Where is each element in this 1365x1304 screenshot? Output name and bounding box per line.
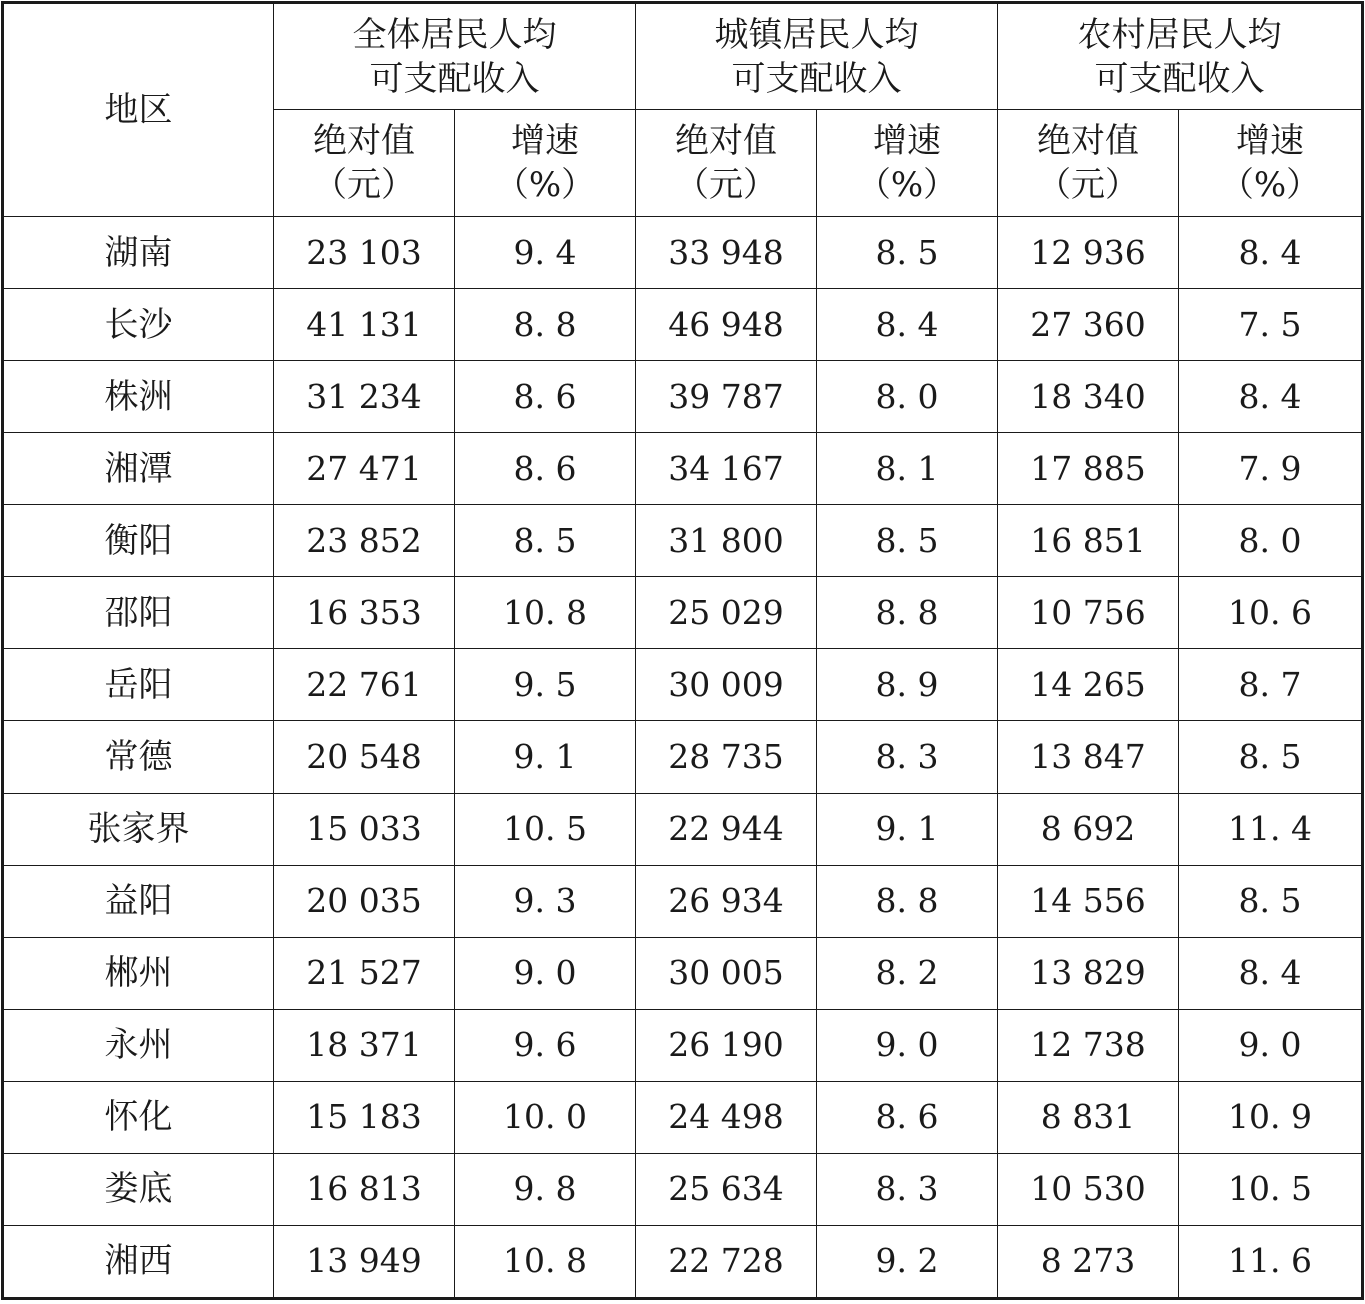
all-growth-cell: 8. 8 bbox=[455, 289, 636, 361]
rural-growth-cell: 10. 9 bbox=[1179, 1081, 1363, 1153]
table-row bbox=[3, 577, 1363, 649]
region-cell: 株洲 bbox=[3, 361, 274, 433]
urban-income-cell: 25 029 bbox=[636, 577, 817, 649]
urban-income-cell: 22 728 bbox=[636, 1225, 817, 1298]
rural-growth-cell: 8. 4 bbox=[1179, 937, 1363, 1009]
rural-income-cell: 10 756 bbox=[998, 577, 1179, 649]
all-income-cell: 31 234 bbox=[274, 361, 455, 433]
region-cell: 湖南 bbox=[3, 217, 274, 289]
urban-growth-cell: 8. 6 bbox=[817, 1081, 998, 1153]
table-row bbox=[3, 721, 1363, 793]
subheader-rate bbox=[455, 110, 636, 217]
urban-growth-cell: 8. 0 bbox=[817, 361, 998, 433]
region-header: 地区 bbox=[3, 3, 274, 217]
rural-growth-cell: 10. 5 bbox=[1179, 1153, 1363, 1225]
all-growth-cell: 10. 8 bbox=[455, 1225, 636, 1298]
rural-growth-cell: 10. 6 bbox=[1179, 577, 1363, 649]
urban-growth-cell: 8. 2 bbox=[817, 937, 998, 1009]
table-header bbox=[3, 3, 1363, 217]
subheader-absolute-line2: （元） bbox=[1037, 165, 1139, 205]
all-income-cell: 27 471 bbox=[274, 433, 455, 505]
all-income-cell: 16 353 bbox=[274, 577, 455, 649]
urban-income-cell: 31 800 bbox=[636, 505, 817, 577]
region-cell: 益阳 bbox=[3, 865, 274, 937]
urban-income-cell: 25 634 bbox=[636, 1153, 817, 1225]
all-growth-cell: 10. 8 bbox=[455, 577, 636, 649]
urban-income-cell: 26 190 bbox=[636, 1009, 817, 1081]
rural-income-cell: 13 829 bbox=[998, 937, 1179, 1009]
rural-income-cell: 8 831 bbox=[998, 1081, 1179, 1153]
urban-income-cell: 30 005 bbox=[636, 937, 817, 1009]
group-header-rural-line2: 可支配收入 bbox=[1094, 58, 1265, 99]
all-growth-cell: 9. 4 bbox=[455, 217, 636, 289]
all-growth-cell: 9. 1 bbox=[455, 721, 636, 793]
rural-income-cell: 14 556 bbox=[998, 865, 1179, 937]
all-income-cell: 23 103 bbox=[274, 217, 455, 289]
all-income-cell: 18 371 bbox=[274, 1009, 455, 1081]
table-row bbox=[3, 1153, 1363, 1225]
urban-income-cell: 39 787 bbox=[636, 361, 817, 433]
table-row bbox=[3, 217, 1363, 289]
urban-income-cell: 26 934 bbox=[636, 865, 817, 937]
rural-income-cell: 27 360 bbox=[998, 289, 1179, 361]
urban-income-cell: 28 735 bbox=[636, 721, 817, 793]
table-body bbox=[3, 217, 1363, 1299]
rural-growth-cell: 8. 5 bbox=[1179, 865, 1363, 937]
subheader-rate-line2: （%） bbox=[856, 165, 958, 205]
table-row bbox=[3, 289, 1363, 361]
subheader-absolute bbox=[998, 110, 1179, 217]
region-cell: 长沙 bbox=[3, 289, 274, 361]
urban-income-cell: 30 009 bbox=[636, 649, 817, 721]
urban-growth-cell: 8. 4 bbox=[817, 289, 998, 361]
rural-growth-cell: 8. 4 bbox=[1179, 361, 1363, 433]
all-income-cell: 22 761 bbox=[274, 649, 455, 721]
all-growth-cell: 9. 0 bbox=[455, 937, 636, 1009]
urban-growth-cell: 8. 8 bbox=[817, 865, 998, 937]
rural-growth-cell: 8. 7 bbox=[1179, 649, 1363, 721]
subheader-rate-line1: 增速 bbox=[1236, 121, 1304, 161]
rural-income-cell: 12 738 bbox=[998, 1009, 1179, 1081]
table-row bbox=[3, 505, 1363, 577]
all-income-cell: 20 548 bbox=[274, 721, 455, 793]
table-row bbox=[3, 793, 1363, 865]
rural-income-cell: 17 885 bbox=[998, 433, 1179, 505]
region-cell: 邵阳 bbox=[3, 577, 274, 649]
rural-income-cell: 16 851 bbox=[998, 505, 1179, 577]
rural-income-cell: 18 340 bbox=[998, 361, 1179, 433]
subheader-absolute bbox=[636, 110, 817, 217]
all-income-cell: 23 852 bbox=[274, 505, 455, 577]
urban-growth-cell: 9. 1 bbox=[817, 793, 998, 865]
rural-growth-cell: 9. 0 bbox=[1179, 1009, 1363, 1081]
subheader-rate-line1: 增速 bbox=[511, 121, 579, 161]
rural-growth-cell: 7. 9 bbox=[1179, 433, 1363, 505]
group-header-all-line2: 可支配收入 bbox=[369, 58, 540, 99]
region-cell: 常德 bbox=[3, 721, 274, 793]
urban-growth-cell: 8. 8 bbox=[817, 577, 998, 649]
subheader-absolute-line1: 绝对值 bbox=[675, 121, 777, 161]
table-row bbox=[3, 1009, 1363, 1081]
all-growth-cell: 9. 3 bbox=[455, 865, 636, 937]
urban-income-cell: 33 948 bbox=[636, 217, 817, 289]
subheader-rate-line2: （%） bbox=[494, 165, 596, 205]
group-header-urban bbox=[636, 3, 998, 110]
urban-income-cell: 34 167 bbox=[636, 433, 817, 505]
region-cell: 衡阳 bbox=[3, 505, 274, 577]
region-cell: 郴州 bbox=[3, 937, 274, 1009]
all-growth-cell: 10. 0 bbox=[455, 1081, 636, 1153]
table-row bbox=[3, 361, 1363, 433]
urban-growth-cell: 8. 5 bbox=[817, 217, 998, 289]
rural-income-cell: 8 273 bbox=[998, 1225, 1179, 1298]
all-growth-cell: 10. 5 bbox=[455, 793, 636, 865]
subheader-rate-line1: 增速 bbox=[873, 121, 941, 161]
all-growth-cell: 8. 6 bbox=[455, 361, 636, 433]
all-income-cell: 15 033 bbox=[274, 793, 455, 865]
group-header-rural bbox=[998, 3, 1363, 110]
subheader-absolute-line1: 绝对值 bbox=[313, 121, 415, 161]
rural-income-cell: 14 265 bbox=[998, 649, 1179, 721]
all-income-cell: 20 035 bbox=[274, 865, 455, 937]
rural-growth-cell: 8. 0 bbox=[1179, 505, 1363, 577]
all-growth-cell: 9. 8 bbox=[455, 1153, 636, 1225]
rural-income-cell: 10 530 bbox=[998, 1153, 1179, 1225]
rural-income-cell: 8 692 bbox=[998, 793, 1179, 865]
urban-income-cell: 22 944 bbox=[636, 793, 817, 865]
region-cell: 永州 bbox=[3, 1009, 274, 1081]
urban-growth-cell: 9. 0 bbox=[817, 1009, 998, 1081]
region-cell: 岳阳 bbox=[3, 649, 274, 721]
subheader-rate bbox=[817, 110, 998, 217]
urban-growth-cell: 8. 5 bbox=[817, 505, 998, 577]
subheader-absolute-line2: （元） bbox=[313, 165, 415, 205]
group-header-urban-line1: 城镇居民人均 bbox=[714, 14, 919, 55]
header-row-groups bbox=[3, 3, 1363, 110]
table-row bbox=[3, 433, 1363, 505]
table-row bbox=[3, 649, 1363, 721]
rural-income-cell: 12 936 bbox=[998, 217, 1179, 289]
income-table bbox=[1, 1, 1364, 1300]
all-growth-cell: 8. 6 bbox=[455, 433, 636, 505]
group-header-urban-line2: 可支配收入 bbox=[731, 58, 902, 99]
urban-growth-cell: 8. 1 bbox=[817, 433, 998, 505]
subheader-rate bbox=[1179, 110, 1363, 217]
all-income-cell: 41 131 bbox=[274, 289, 455, 361]
urban-income-cell: 46 948 bbox=[636, 289, 817, 361]
region-cell: 怀化 bbox=[3, 1081, 274, 1153]
subheader-absolute-line2: （元） bbox=[675, 165, 777, 205]
region-cell: 张家界 bbox=[3, 793, 274, 865]
all-growth-cell: 9. 5 bbox=[455, 649, 636, 721]
region-cell: 娄底 bbox=[3, 1153, 274, 1225]
urban-growth-cell: 8. 3 bbox=[817, 721, 998, 793]
all-growth-cell: 9. 6 bbox=[455, 1009, 636, 1081]
subheader-absolute bbox=[274, 110, 455, 217]
table-row bbox=[3, 1225, 1363, 1298]
region-cell: 湘潭 bbox=[3, 433, 274, 505]
all-growth-cell: 8. 5 bbox=[455, 505, 636, 577]
table-row bbox=[3, 865, 1363, 937]
urban-growth-cell: 8. 3 bbox=[817, 1153, 998, 1225]
rural-growth-cell: 11. 6 bbox=[1179, 1225, 1363, 1298]
rural-growth-cell: 11. 4 bbox=[1179, 793, 1363, 865]
group-header-all bbox=[274, 3, 636, 110]
all-income-cell: 15 183 bbox=[274, 1081, 455, 1153]
all-income-cell: 21 527 bbox=[274, 937, 455, 1009]
subheader-absolute-line1: 绝对值 bbox=[1037, 121, 1139, 161]
all-income-cell: 16 813 bbox=[274, 1153, 455, 1225]
table-row bbox=[3, 937, 1363, 1009]
region-cell: 湘西 bbox=[3, 1225, 274, 1298]
all-income-cell: 13 949 bbox=[274, 1225, 455, 1298]
urban-income-cell: 24 498 bbox=[636, 1081, 817, 1153]
urban-growth-cell: 9. 2 bbox=[817, 1225, 998, 1298]
table-row bbox=[3, 1081, 1363, 1153]
rural-growth-cell: 8. 4 bbox=[1179, 217, 1363, 289]
subheader-rate-line2: （%） bbox=[1219, 165, 1321, 205]
rural-income-cell: 13 847 bbox=[998, 721, 1179, 793]
urban-growth-cell: 8. 9 bbox=[817, 649, 998, 721]
rural-growth-cell: 7. 5 bbox=[1179, 289, 1363, 361]
group-header-rural-line1: 农村居民人均 bbox=[1077, 14, 1282, 55]
rural-growth-cell: 8. 5 bbox=[1179, 721, 1363, 793]
group-header-all-line1: 全体居民人均 bbox=[352, 14, 557, 55]
